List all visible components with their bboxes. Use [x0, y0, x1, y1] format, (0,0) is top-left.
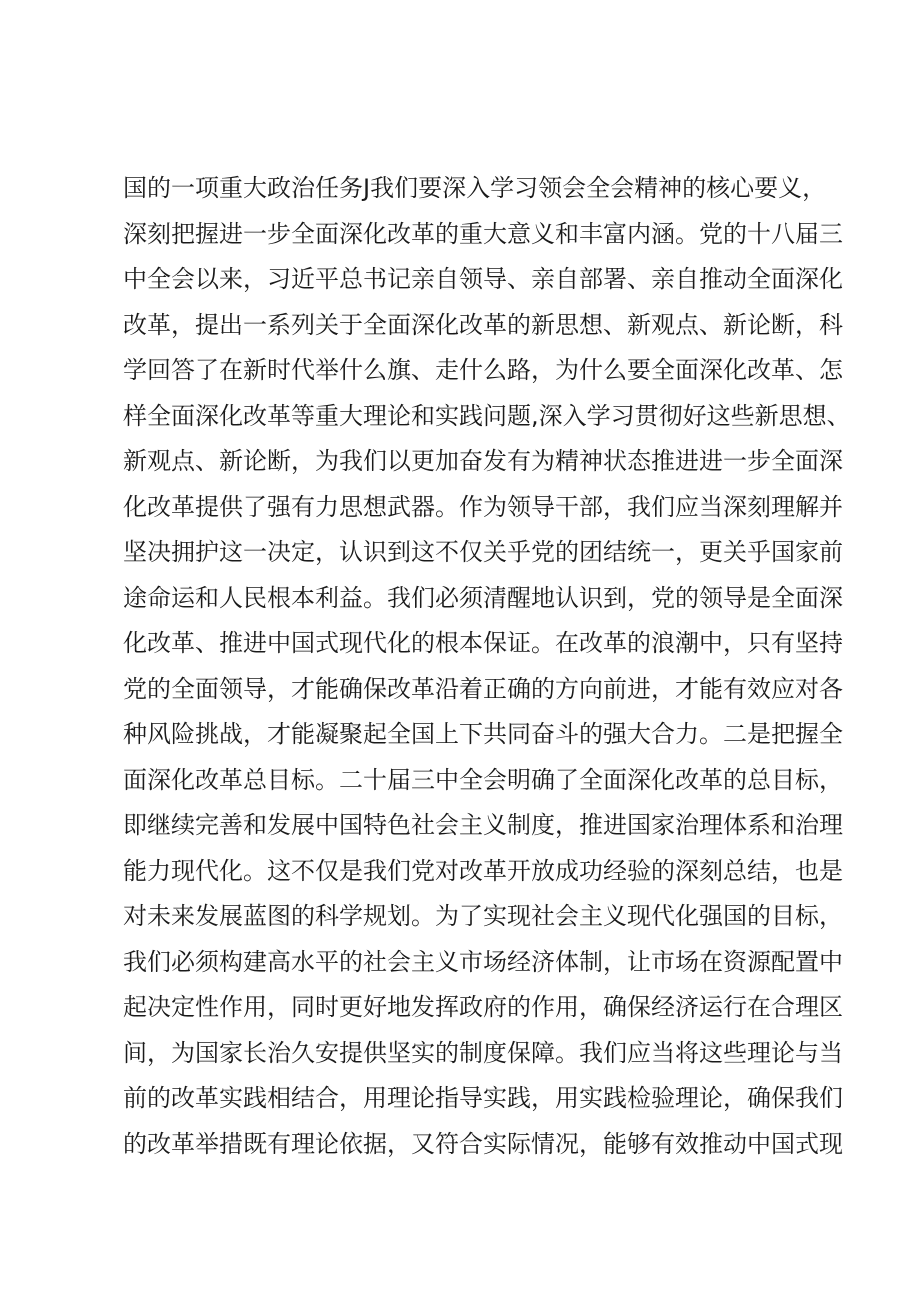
text-line: 坚决拥护这一决定，认识到这不仅关乎党的团结统一，更关乎国家前: [123, 538, 843, 566]
text-line: 即继续完善和发展中国特色社会主义制度，推进国家治理体系和治理: [123, 811, 843, 839]
text-line: 间，为国家长治久安提供坚实的制度保障。我们应当将这些理论与当: [123, 1038, 843, 1067]
text-line: 的改革举措既有理论依据，又符合实际情况，能够有效推动中国式现: [123, 1129, 843, 1158]
text-line: 新观点、新论断，为我们以更加奋发有为精神状态推进进一步全面深: [123, 447, 843, 475]
text-line: 深刻把握进一步全面深化改革的重大意义和丰富内涵。党的十八届三: [123, 219, 843, 248]
text-line: 化改革提供了强有力思想武器。作为领导干部，我们应当深刻理解并: [123, 492, 843, 521]
text-line: 途命运和人民根本利益。我们必须清醒地认识到，党的领导是全面深: [123, 583, 843, 612]
text-line: 学回答了在新时代举什么旗、走什么路，为什么要全面深化改革、怎: [123, 356, 843, 384]
text-line: 种风险挑战，才能凝聚起全国上下共同奋斗的强大合力。二是把握全: [123, 720, 843, 748]
text-line: 前的改革实践相结合，用理论指导实践，用实践检验理论，确保我们: [123, 1084, 843, 1112]
text-line: 样全面深化改革等重大理论和实践问题,深入学习贯彻好这些新思想、: [123, 401, 851, 430]
text-line: 能力现代化。这不仅是我们党对改革开放成功经验的深刻总结，也是: [123, 856, 843, 885]
text-line: 对未来发展蓝图的科学规划。为了实现社会主义现代化强国的目标，: [123, 902, 843, 930]
text-line: 国的一项重大政治任务J我们要深入学习领会全会精神的核心要义，: [123, 174, 827, 202]
text-line: 我们必须构建高水平的社会主义市场经济体制，让市场在资源配置中: [123, 947, 843, 976]
text-line: 中全会以来，习近平总书记亲自领导、亲自部署、亲自推动全面深化: [123, 265, 843, 293]
text-line: 党的全面领导，才能确保改革沿着正确的方向前进，才能有效应对各: [123, 674, 843, 703]
text-line: 面深化改革总目标。二十届三中全会明确了全面深化改革的总目标，: [123, 765, 843, 794]
body-paragraph: [123, 166, 851, 1167]
text-line: 起决定性作用，同时更好地发挥政府的作用，确保经济运行在合理区: [123, 993, 843, 1021]
text-line: 改革，提出一系列关于全面深化改革的新思想、新观点、新论断，科: [123, 310, 843, 339]
text-line: 化改革、推进中国式现代化的根本保证。在改革的浪潮中，只有坚持: [123, 629, 843, 657]
